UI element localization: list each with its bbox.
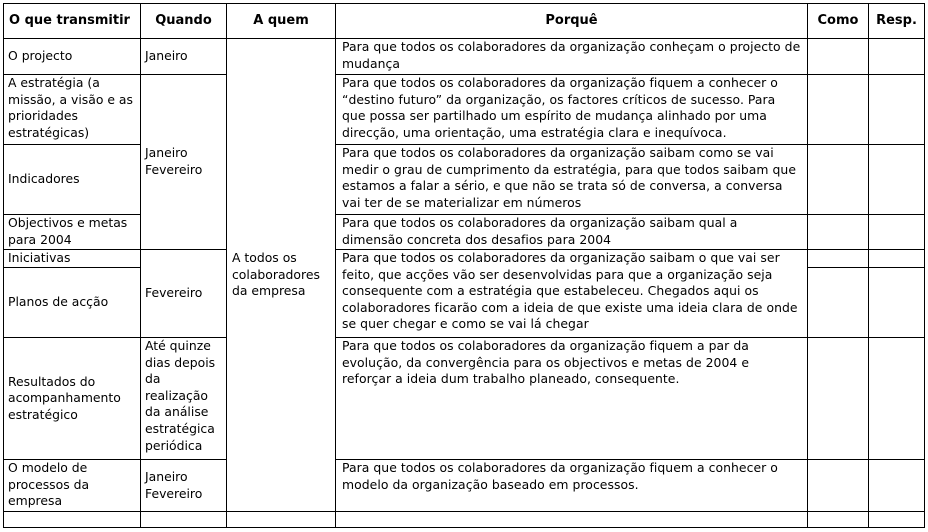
header-a-quem: A quem — [227, 4, 336, 39]
item-cell: Objectivos e metas para 2004 — [4, 215, 141, 250]
table-row — [4, 75, 925, 145]
empty-cell — [141, 512, 227, 528]
empty-cell — [336, 512, 808, 528]
header-quando: Quando — [141, 4, 227, 39]
resp-cell — [869, 250, 925, 268]
item-cell: Indicadores — [4, 145, 141, 215]
resp-cell — [869, 145, 925, 215]
porque-cell: Para que todos os colaboradores da organização saibam como se vai medir o grau de cumprimento da estratégia, para que todos saibam que estamos a falar a sério, e que não se trata só de conversa, a conversa vai ter de se materializar em números — [336, 145, 808, 215]
como-cell — [808, 338, 869, 460]
resp-cell — [869, 75, 925, 145]
quando-cell: Janeiro — [141, 39, 227, 75]
resp-cell — [869, 215, 925, 250]
communication-plan-table — [3, 3, 925, 528]
empty-cell — [227, 512, 336, 528]
header-resp: Resp. — [869, 4, 925, 39]
item-cell: Planos de acção — [4, 268, 141, 338]
item-cell: O projecto — [4, 39, 141, 75]
porque-cell: Para que todos os colaboradores da organização saibam o que vai ser feito, que acções vão ser desenvolvidas para que a organização seja consequente com a estratégia que estabeleceu. Chegados aqui os colaboradores ficarão com a ideia de que existe uma ideia clara de onde se quer chegar e como se vai lá chegar — [336, 250, 808, 338]
resp-cell — [869, 338, 925, 460]
header-row — [4, 4, 925, 39]
porque-cell: Para que todos os colaboradores da organização conheçam o projecto de mudança — [336, 39, 808, 75]
empty-cell — [4, 512, 141, 528]
header-porque: Porquê — [336, 4, 808, 39]
resp-cell — [869, 39, 925, 75]
quando-cell: Janeiro Fevereiro — [141, 75, 227, 250]
porque-cell: Para que todos os colaboradores da organização fiquem a conhecer o “destino futuro” da organização, os factores críticos de sucesso. Para que possa ser partilhado um espírito de mudança alinhado por uma direcção, uma orientação, uma estratégia clara e inequívoca. — [336, 75, 808, 145]
resp-cell — [869, 460, 925, 512]
empty-row — [4, 512, 925, 528]
table-row — [4, 460, 925, 512]
quando-cell: Janeiro Fevereiro — [141, 460, 227, 512]
item-cell: Iniciativas — [4, 250, 141, 268]
empty-cell — [869, 512, 925, 528]
empty-cell — [808, 512, 869, 528]
a-quem-cell: A todos os colaboradores da empresa — [227, 39, 336, 512]
item-cell: O modelo de processos da empresa — [4, 460, 141, 512]
como-cell — [808, 75, 869, 145]
como-cell — [808, 460, 869, 512]
table-row — [4, 39, 925, 75]
como-cell — [808, 39, 869, 75]
quando-cell: Fevereiro — [141, 250, 227, 338]
como-cell — [808, 250, 869, 268]
como-cell — [808, 268, 869, 338]
porque-cell: Para que todos os colaboradores da organização fiquem a conhecer o modelo da organização baseado em processos. — [336, 460, 808, 512]
table-row — [4, 250, 925, 268]
table-row — [4, 338, 925, 460]
porque-cell: Para que todos os colaboradores da organização saibam qual a dimensão concreta dos desafios para 2004 — [336, 215, 808, 250]
item-cell: A estratégia (a missão, a visão e as prioridades estratégicas) — [4, 75, 141, 145]
header-como: Como — [808, 4, 869, 39]
resp-cell — [869, 268, 925, 338]
porque-cell: Para que todos os colaboradores da organização fiquem a par da evolução, da convergência para os objectivos e metas de 2004 e reforçar a ideia dum trabalho planeado, consequente. — [336, 338, 808, 460]
como-cell — [808, 215, 869, 250]
quando-cell: Até quinze dias depois da realização da análise estratégica periódica — [141, 338, 227, 460]
como-cell — [808, 145, 869, 215]
item-cell: Resultados do acompanhamento estratégico — [4, 338, 141, 460]
header-o-que-transmitir: O que transmitir — [4, 4, 141, 39]
